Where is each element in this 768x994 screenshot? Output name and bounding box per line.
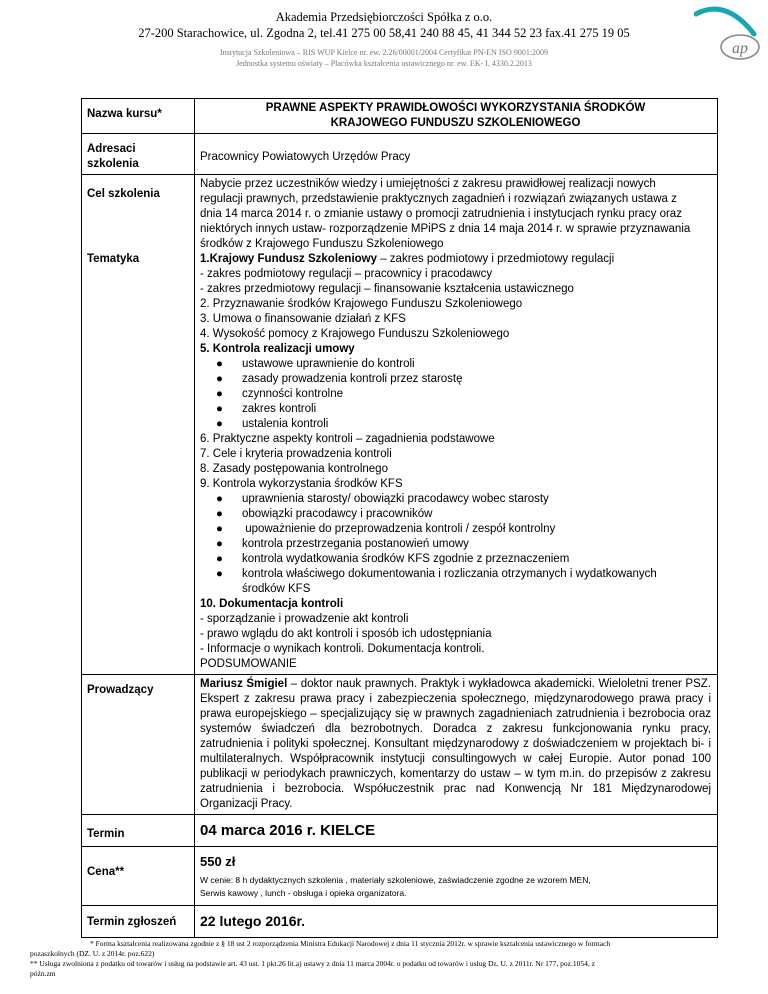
price-label: Cena** xyxy=(82,847,195,906)
bullet-item xyxy=(200,372,711,387)
bullet-item-text: obowiązki pracodawcy i pracowników xyxy=(242,508,433,520)
topic-1-description: – zakres podmiotowy i przedmiotowy regulacji xyxy=(377,253,615,265)
price-note-line: W cenie: 8 h dydaktycznych szkolenia , materiały szkoleniowe, zaświadczenie zgodne ze wzorem MEN, xyxy=(200,875,591,885)
bullet-icon: ● xyxy=(216,508,223,520)
bullet-item xyxy=(200,552,711,567)
logo-arc-icon xyxy=(696,9,754,34)
topic-7: 7. Cele i kryteria prowadzenia kontroli xyxy=(200,448,392,460)
row-deadline xyxy=(82,906,718,938)
topic-4: 4. Wysokość pomocy z Krajowego Funduszu Szkoleniowego xyxy=(200,328,510,340)
bullet-item-text: uprawnienia starosty/ obowiązki pracodawcy wobec starosty xyxy=(242,493,549,505)
company-logo xyxy=(694,4,760,62)
trainer-bio xyxy=(195,675,718,815)
bullet-item-text: kontrola wydatkowania środków KFS zgodnie z przeznaczeniem xyxy=(242,553,570,565)
price-cell xyxy=(195,847,718,906)
topic-3: 3. Umowa o finansowanie działań z KFS xyxy=(200,313,406,325)
footnote-2-continuation: późn.zm xyxy=(30,969,56,978)
date-value: 04 marca 2016 r. KIELCE xyxy=(200,822,376,839)
course-title-line-1: PRAWNE ASPEKTY PRAWIDŁOWOŚCI WYKORZYSTANIA ŚRODKÓW xyxy=(265,102,646,114)
addressees-label-line-1: Adresaci xyxy=(87,143,136,155)
bullet-item xyxy=(200,537,711,552)
bullet-item xyxy=(200,417,711,432)
goal-line: regulacji prawnych, przedstawienie praktycznych zagadnień i rozwiązań związanych ustawa z xyxy=(200,193,677,205)
bullet-item xyxy=(200,387,711,402)
goal-topics-content xyxy=(195,175,718,675)
goal-label: Cel szkolenia xyxy=(87,188,160,200)
course-info-table xyxy=(81,98,718,938)
topic-1 xyxy=(200,252,711,267)
bullet-item-text: ustawowe uprawnienie do kontroli xyxy=(242,358,415,370)
bullet-item-continuation: środków KFS xyxy=(242,583,311,595)
addressees-value: Pracownicy Powiatowych Urzędów Pracy xyxy=(195,134,718,175)
bullet-item-text: zakres kontroli xyxy=(242,403,317,415)
company-address: 27-200 Starachowice, ul. Zgodna 2, tel.41 275 00 58,41 240 88 45, 41 344 52 23 fax.41 275 19 05 xyxy=(138,26,630,40)
trainer-description: – doktor nauk prawnych. Praktyk i wykładowca akademicki. Wieloletni trener PSZ. Ekspert z zakresu prawa pracy i zabezpieczenia społecznego, międzynarodowego prawa pracy i prawa europejskiego – specjalizujący się w prawnych zagadnieniach zatrudnienia i bezrobocia oraz systemów świadczeń dla bezrobotnych. Doradca z zakresu funkcjonowania rynku pracy, zatrudnienia i polityki społecznej. Konsultant międzynarodowy z doświadczeniem w projektach bi- i multilateralnych. Współpracownik instytucji consultingowych w całej Europie. Autor ponad 100 publikacji w periodykach prawniczych, komentarzy do ustaw – w tym m.in. do przepisów z zakresu zatrudnienia i bezrobocia. Współuczestnik prac nad Konwencją Nr 181 Międzynarodowej Organizacji Pracy. xyxy=(200,678,711,810)
price-value: 550 zł xyxy=(200,854,236,869)
course-title xyxy=(195,99,718,134)
topic-10-subitem: - Informacje o wynikach kontroli. Dokumentacja kontroli. xyxy=(200,643,485,655)
goal-topics-labels xyxy=(82,175,195,675)
topic-10-subitem: - prawo wglądu do akt kontroli i sposób ich udostępniania xyxy=(200,628,492,640)
topic-10: 10. Dokumentacja kontroli xyxy=(200,598,344,610)
topic-2: 2. Przyznawanie środków Krajowego Funduszu Szkoleniowego xyxy=(200,298,523,310)
bullet-icon: ● xyxy=(216,523,223,535)
goal-line: Nabycie przez uczestników wiedzy i umiejętności z zakresu prawidłowej realizacji nowych xyxy=(200,178,656,190)
addressees-label xyxy=(82,134,195,175)
bullet-item xyxy=(200,492,711,507)
row-date xyxy=(82,815,718,847)
letterhead xyxy=(0,10,768,69)
price-note-line: Serwis kawowy , lunch - obsługa i opieka organizatora. xyxy=(200,888,407,898)
deadline-cell xyxy=(195,906,718,938)
topic-6: 6. Praktyczne aspekty kontroli – zagadnienia podstawowe xyxy=(200,433,495,445)
bullet-icon: ● xyxy=(216,568,223,580)
bullet-icon: ● xyxy=(216,388,223,400)
bullet-icon: ● xyxy=(216,403,223,415)
bullet-item-text: upoważnienie do przeprowadzenia kontroli / zespół kontrolny xyxy=(242,523,556,535)
bullet-item xyxy=(200,357,711,372)
bullet-item xyxy=(200,402,711,417)
topic-5: 5. Kontrola realizacji umowy xyxy=(200,343,355,355)
course-name-label: Nazwa kursu* xyxy=(82,99,195,134)
topic-8: 8. Zasady postępowania kontrolnego xyxy=(200,463,388,475)
topic-10-subitem: - sporządzanie i prowadzenie akt kontroli xyxy=(200,613,409,625)
bullet-icon: ● xyxy=(216,418,223,430)
course-title-line-2: KRAJOWEGO FUNDUSZU SZKOLENIOWEGO xyxy=(330,117,581,129)
row-price xyxy=(82,847,718,906)
bullet-icon: ● xyxy=(216,538,223,550)
row-goal-topics xyxy=(82,175,718,675)
bullet-icon: ● xyxy=(216,358,223,370)
topic-1-subitem: - zakres przedmiotowy regulacji – finansowanie kształcenia ustawicznego xyxy=(200,283,574,295)
bullet-item-text: kontrola przestrzegania postanowień umowy xyxy=(242,538,469,550)
footnote-1-continuation: pozaszkolnych (DZ. U. z 2014r. poz.622) xyxy=(30,949,155,958)
footnote-2: ** Usługa zwolniona z podatku od towarów i usług na podstawie art. 43 ust. 1 pkt.26 lit.a) ustawy z dnia 11 marca 2004r. o podatku od towarów i usług Dz. U. z 2011r. Nr 177, poz.1054, z xyxy=(30,959,595,968)
addressees-label-line-2: szkolenia xyxy=(87,158,139,170)
deadline-value: 22 lutego 2016r. xyxy=(200,913,306,929)
bullet-icon: ● xyxy=(216,373,223,385)
logo-text: ap xyxy=(732,40,748,57)
goal-line: niektórych innych ustaw- rozporządzenie MPiPS z dnia 14 maja 2014 r. w sprawie przyznawania xyxy=(200,223,691,235)
row-addressees xyxy=(82,134,718,175)
bullet-item-text: zasady prowadzenia kontroli przez starostę xyxy=(242,373,463,385)
summary-heading: PODSUMOWANIE xyxy=(200,658,297,670)
row-trainer xyxy=(82,675,718,815)
bullet-item xyxy=(200,567,711,582)
topic-1-heading: 1.Krajowy Fundusz Szkoleniowy xyxy=(200,253,378,265)
bullet-item-text: kontrola właściwego dokumentowania i rozliczania otrzymanych i wydatkowanych xyxy=(242,568,657,580)
date-cell xyxy=(195,815,718,847)
date-label: Termin xyxy=(82,815,195,847)
footnote-1: * Forma kształcenia realizowana zgodnie z § 18 ust 2 rozporządzenia Ministra Edukacji Narodowej z dnia 11 stycznia 2012r. w sprawie kształcenia ustawicznego w formach xyxy=(90,939,611,948)
footnotes xyxy=(30,939,750,979)
bullet-item-text: czynności kontrolne xyxy=(242,388,343,400)
trainer-label: Prowadzący xyxy=(82,675,195,815)
bullet-item xyxy=(200,522,711,537)
topic-9: 9. Kontrola wykorzystania środków KFS xyxy=(200,478,403,490)
company-name: Akademia Przedsiębiorczości Spółka z o.o. xyxy=(275,10,493,24)
bullet-icon: ● xyxy=(216,553,223,565)
goal-line: środków z Krajowego Funduszu Szkoleniowego xyxy=(200,238,444,250)
bullet-icon: ● xyxy=(216,493,223,505)
topic-1-subitem: - zakres podmiotowy regulacji – pracownicy i pracodawcy xyxy=(200,268,493,280)
education-registry-line: Jednostka systemu oświaty – Placówka kształcenia ustawicznego nr. ew. EK- I. 4330.2.2013 xyxy=(236,59,532,68)
certification-line: Instytucja Szkoleniowa – RIS WUP Kielce nr. ew. 2.26/00001/2004 Certyfikat PN-EN ISO 9001:2009 xyxy=(219,48,549,57)
row-course-name xyxy=(82,99,718,134)
trainer-name: Mariusz Śmigiel xyxy=(200,678,288,690)
topics-label: Tematyka xyxy=(87,253,140,265)
bullet-item-text: ustalenia kontroli xyxy=(242,418,329,430)
goal-line: dnia 14 marca 2014 r. o zmianie ustawy o promocji zatrudnienia i instytucjach rynku pracy oraz xyxy=(200,208,682,220)
bullet-item xyxy=(200,507,711,522)
deadline-label: Termin zgłoszeń xyxy=(82,906,195,938)
